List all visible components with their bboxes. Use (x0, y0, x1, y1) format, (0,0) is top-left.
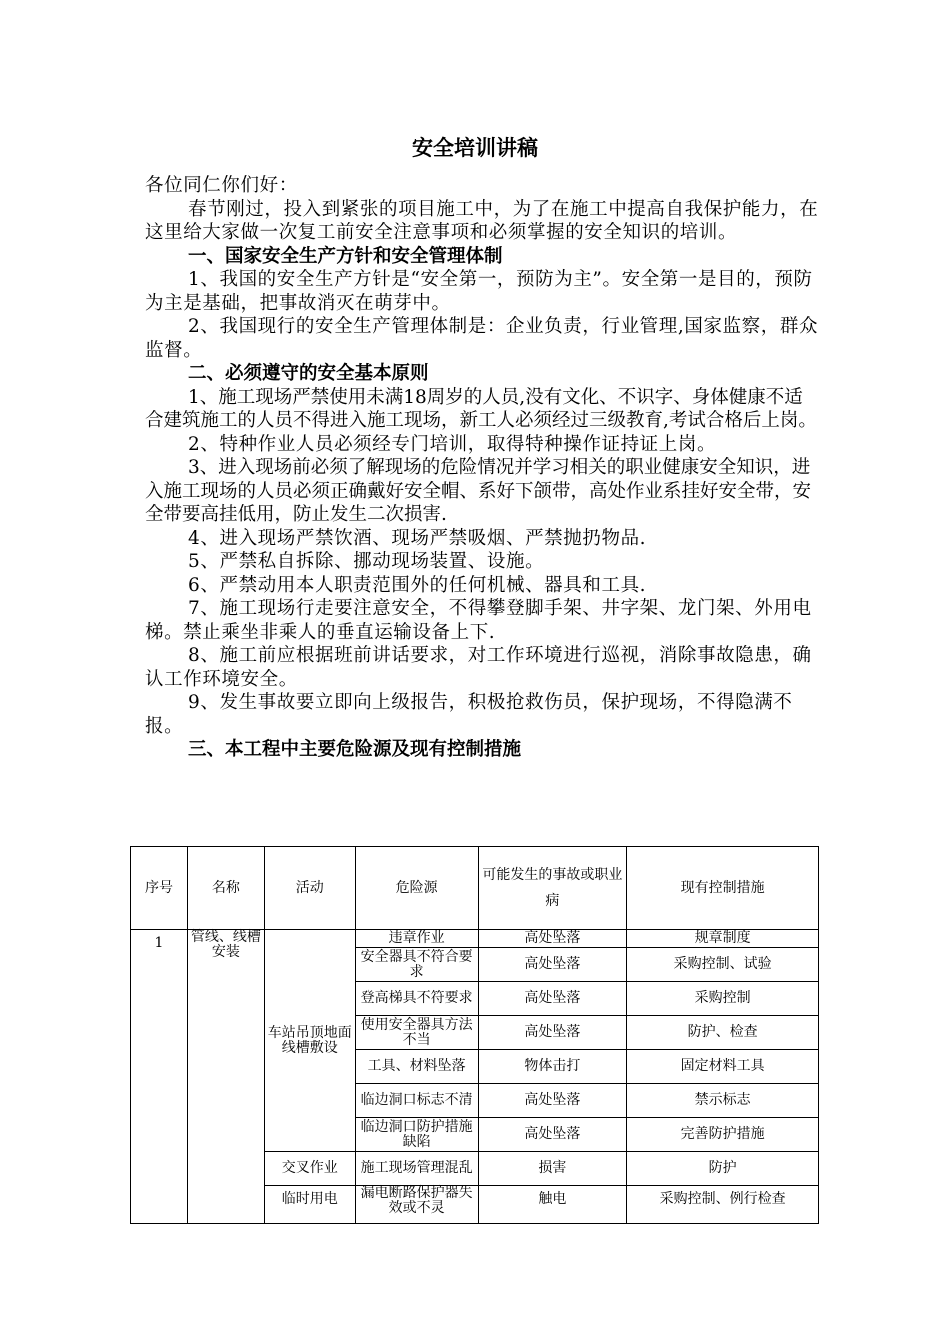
control-cell: 规章制度 (627, 930, 819, 948)
document-title: 安全培训讲稿 (412, 135, 538, 160)
hazard-cell: 违章作业 (355, 930, 478, 948)
control-cell: 采购控制、试验 (627, 948, 819, 982)
hazard-cell: 工具、材料坠落 (355, 1050, 478, 1084)
header-cell: 序号 (131, 847, 188, 930)
accident-cell: 高处坠落 (478, 1016, 627, 1050)
table-row (131, 930, 819, 948)
section2-item: 7、施工现场行走要注意安全，不得攀登脚手架、井字架、龙门架、外用电梯。禁止乘坐非乘人的垂直运输设备上下. (145, 598, 812, 643)
hazard-cell: 临边洞口标志不清 (355, 1084, 478, 1118)
accident-cell: 高处坠落 (478, 930, 627, 948)
document-body (145, 174, 821, 762)
hazard-control-table (130, 846, 819, 1224)
header-cell: 危险源 (355, 847, 478, 930)
section2-item: 6、严禁动用本人职责范围外的任何机械、器具和工具. (188, 574, 647, 596)
hazard-cell: 临边洞口防护措施缺陷 (355, 1118, 478, 1152)
accident-cell: 高处坠落 (478, 948, 627, 982)
header-cell: 名称 (187, 847, 264, 930)
control-cell: 防护 (627, 1152, 819, 1186)
accident-cell: 损害 (478, 1152, 627, 1186)
section2-item: 9、发生事故要立即向上级报告，积极抢救伤员，保护现场，不得隐满不报。 (145, 692, 793, 737)
section2-item: 3、进入现场前必须了解现场的危险情况并学习相关的职业健康安全知识，进入施工现场的人员必须正确戴好安全帽、系好下颌带，高处作业系挂好安全带，安全带要高挂低用，防止发生二次损害. (145, 457, 812, 525)
section2-item: 1、施工现场严禁使用未满18周岁的人员,没有文化、不识字、身体健康不适合建筑施工的人员不得进入施工现场，新工人必须经过三级教育,考试合格后上岗。 (145, 386, 817, 431)
hazard-cell: 登高梯具不符要求 (355, 982, 478, 1016)
accident-cell: 触电 (478, 1186, 627, 1224)
section2-item: 8、施工前应根据班前讲话要求，对工作环境进行巡视，消除事故隐患，确认工作环境安全。 (145, 645, 812, 690)
activity-cell: 交叉作业 (264, 1152, 355, 1186)
section-heading-1: 一、国家安全生产方针和安全管理体制 (188, 245, 503, 267)
activity-cell: 车站吊顶地面线槽敷设 (264, 930, 355, 1152)
section-heading-2: 二、必须遵守的安全基本原则 (188, 363, 429, 384)
table-header-row (131, 847, 819, 930)
header-cell: 活动 (264, 847, 355, 930)
section2-item: 5、严禁私自拆除、挪动现场装置、设施。 (188, 551, 545, 572)
section1-item: 1、我国的安全生产方针是“安全第一，预防为主”。安全第一是目的，预防为主是基础，把事故消灭在萌芽中。 (145, 269, 813, 314)
hazard-cell: 漏电断路保护器失效或不灵 (355, 1186, 478, 1224)
greeting: 各位同仁你们好： (145, 175, 298, 196)
section2-item: 4、进入现场严禁饮酒、现场严禁吸烟、严禁抛扔物品. (188, 527, 647, 549)
section-heading-3: 三、本工程中主要危险源及现有控制措施 (188, 739, 522, 760)
accident-cell: 高处坠落 (478, 1118, 627, 1152)
section2-item: 2、特种作业人员必须经专门培训，取得特种操作证持证上岗。 (188, 433, 717, 455)
control-cell: 采购控制、例行检查 (627, 1186, 819, 1224)
name-cell: 管线、线槽安装 (187, 930, 264, 1224)
seq-cell: 1 (131, 930, 188, 1224)
control-cell: 完善防护措施 (627, 1118, 819, 1152)
accident-cell: 物体击打 (478, 1050, 627, 1084)
hazard-cell: 安全器具不符合要求 (355, 948, 478, 982)
control-cell: 禁示标志 (627, 1084, 819, 1118)
activity-cell: 临时用电 (264, 1186, 355, 1224)
accident-cell: 高处坠落 (478, 982, 627, 1016)
intro-paragraph: 春节刚过，投入到紧张的项目施工中，为了在施工中提高自我保护能力，在这里给大家做一次复工前安全注意事项和必须掌握的安全知识的培训。 (145, 198, 819, 243)
section1-item: 2、我国现行的安全生产管理体制是：企业负责，行业管理,国家监察，群众监督。 (145, 316, 819, 361)
control-cell: 固定材料工具 (627, 1050, 819, 1084)
hazard-cell: 施工现场管理混乱 (355, 1152, 478, 1186)
control-cell: 防护、检查 (627, 1016, 819, 1050)
header-cell: 现有控制措施 (627, 847, 819, 930)
control-cell: 采购控制 (627, 982, 819, 1016)
accident-cell: 高处坠落 (478, 1084, 627, 1118)
header-cell: 可能发生的事故或职业病 (478, 847, 627, 930)
hazard-cell: 使用安全器具方法不当 (355, 1016, 478, 1050)
